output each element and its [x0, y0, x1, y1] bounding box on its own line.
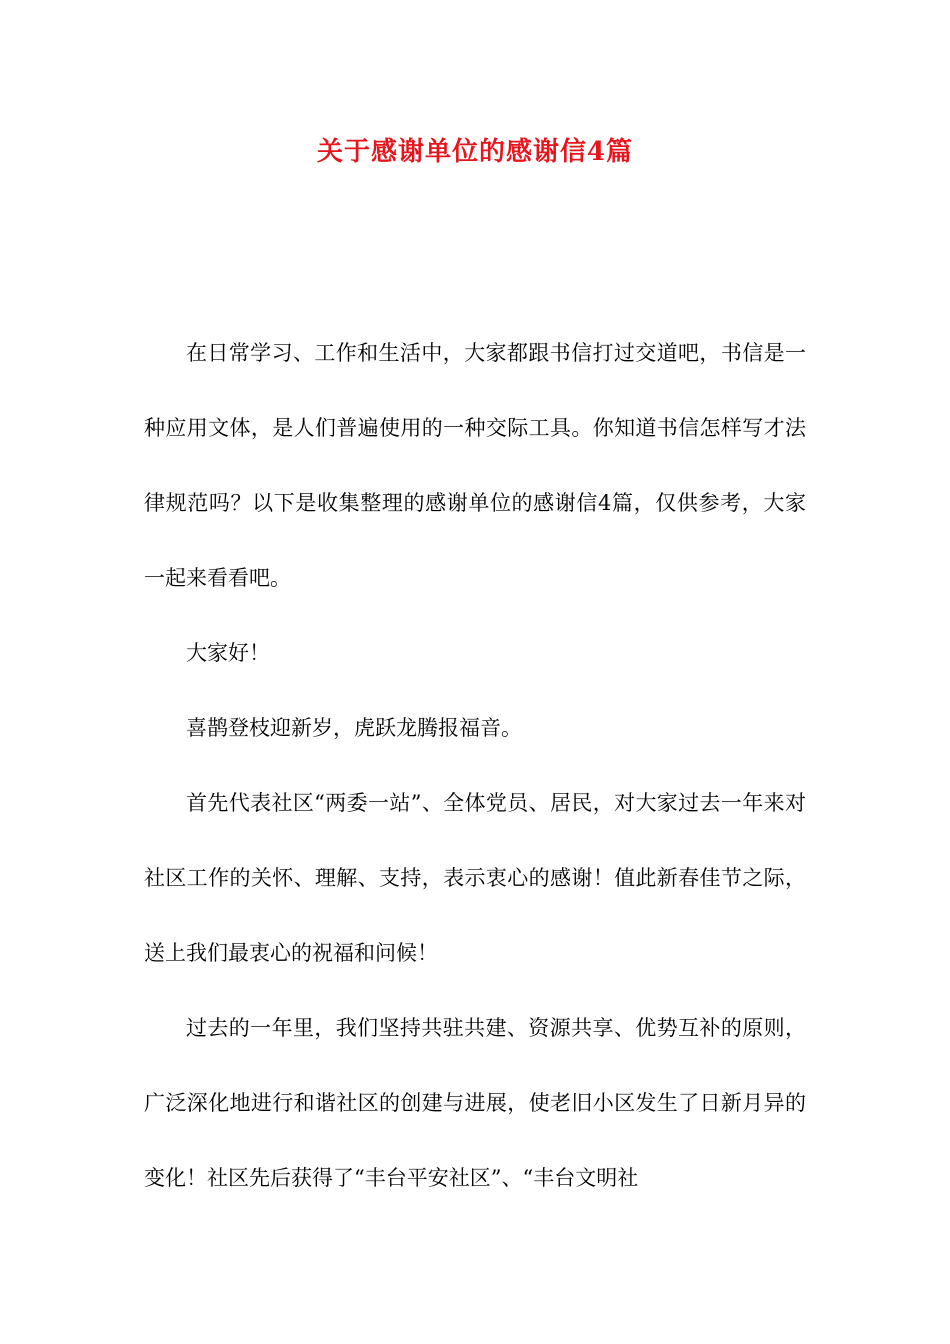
document-title: 关于感谢单位的感谢信4篇 — [316, 137, 634, 167]
paragraph-review: 过去的一年里，我们坚持共驻共建、资源共享、优势互补的原则，广泛深化地进行和谐社区的创建与进展，使老旧小区发生了日新月异的变化！社区先后获得了“丰台平安社区”、“丰台文明社 — [144, 1016, 806, 1190]
paragraph-couplet: 喜鹊登枝迎新岁，虎跃龙腾报福音。 — [186, 716, 522, 740]
paragraph-greeting: 大家好！ — [186, 641, 270, 665]
paragraph-intro: 在日常学习、工作和生活中，大家都跟书信打过交道吧，书信是一种应用文体，是人们普遍使用的一种交际工具。你知道书信怎样写才法律规范吗？以下是收集整理的感谢单位的感谢信4篇，仅供参考，大家一起来看看吧。 — [144, 341, 806, 590]
document-body — [144, 316, 806, 1216]
paragraph-thanks: 首先代表社区“两委一站”、全体党员、居民，对大家过去一年来对社区工作的关怀、理解、支持，表示衷心的感谢！值此新春佳节之际，送上我们最衷心的祝福和问候！ — [144, 791, 806, 965]
